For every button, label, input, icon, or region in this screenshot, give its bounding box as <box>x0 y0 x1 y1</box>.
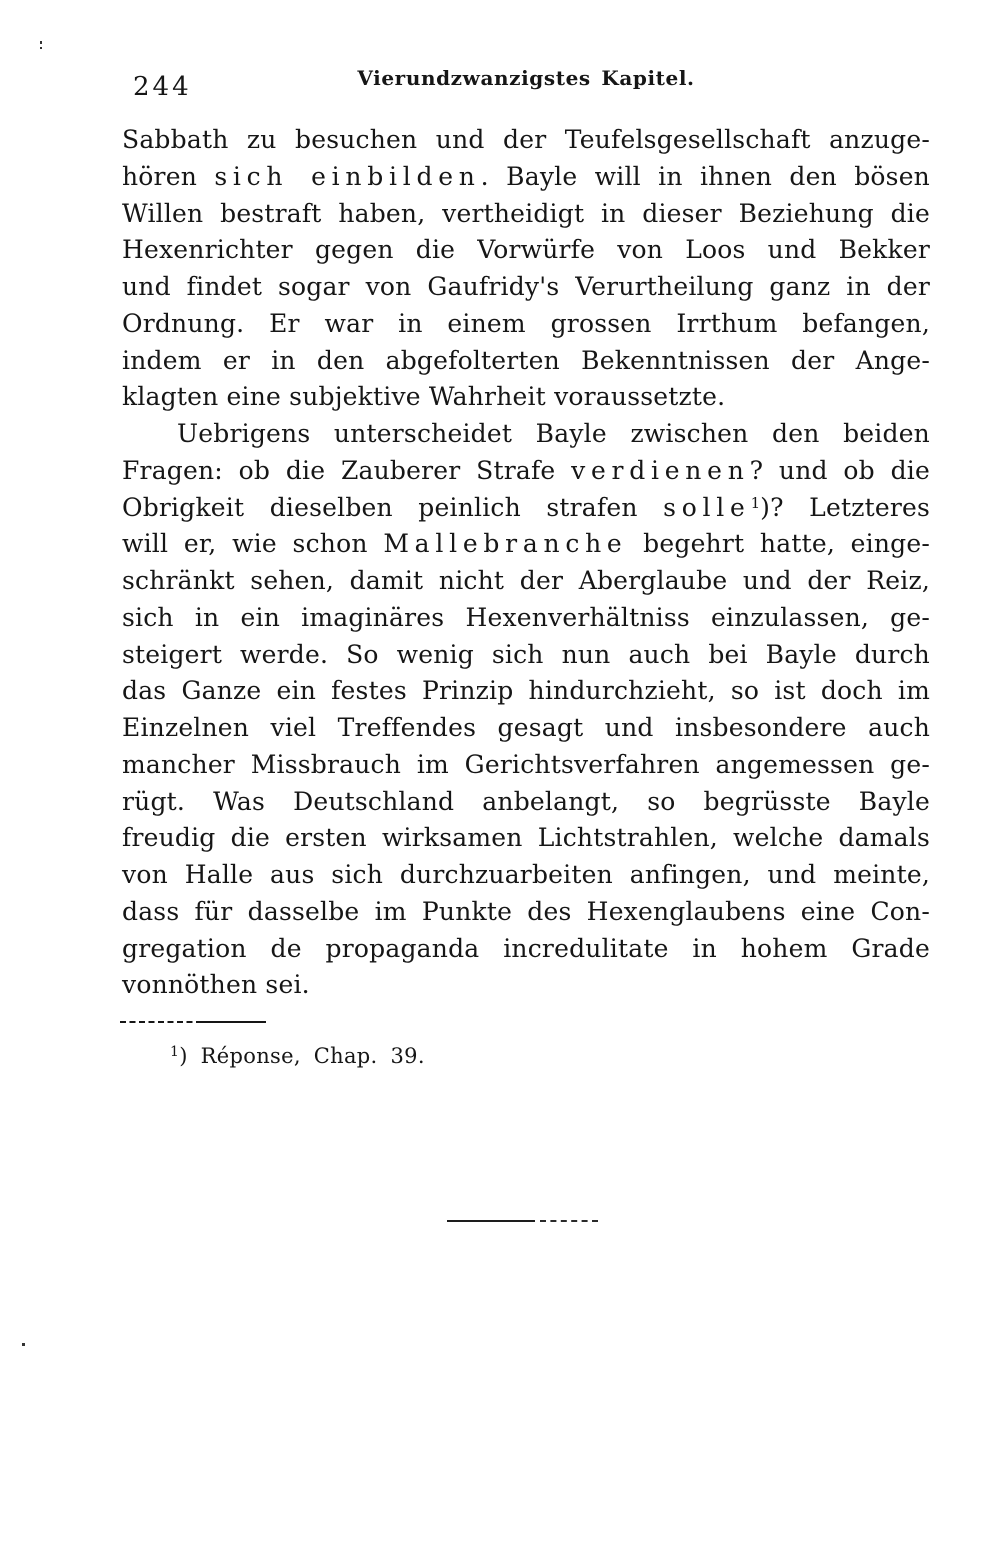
text-segment: rügt. Was Deutschland anbelangt, so begrüsste Bayle <box>122 786 930 816</box>
text-segment: steigert werde. So wenig sich nun auch bei Bayle durch <box>122 639 930 669</box>
text-line <box>122 637 930 674</box>
text-segment: indem er in den abgefolterten Bekenntnissen der Ange- <box>122 345 930 375</box>
text-segment: Willen bestraft haben, vertheidigt in dieser Beziehung die <box>122 198 930 228</box>
text-segment: sich in ein imaginäres Hexenverhältniss einzulassen, ge- <box>122 602 930 632</box>
text-line <box>122 269 930 306</box>
text-line <box>122 563 930 600</box>
footnote <box>170 1043 425 1068</box>
text-line <box>122 379 930 416</box>
text-line <box>122 122 930 159</box>
text-line <box>122 857 930 894</box>
text-line <box>122 967 930 1004</box>
scan-speck-top <box>40 47 42 49</box>
text-line <box>122 747 930 784</box>
footnote-reference: 1 <box>750 494 761 512</box>
text-line <box>122 343 930 380</box>
text-line <box>122 784 930 821</box>
letterspaced-segment: sich einbilden <box>214 161 481 191</box>
text-line <box>122 931 930 968</box>
text-segment: Einzelnen viel Treffendes gesagt und insbesondere auch <box>122 713 930 742</box>
letterspaced-segment: solle <box>663 492 751 522</box>
page-bottom-rule <box>540 1220 598 1222</box>
text-line <box>122 673 930 710</box>
text-line <box>122 820 930 857</box>
footnote-marker: 1 <box>170 1044 180 1061</box>
page-bottom-rule <box>447 1220 535 1222</box>
text-segment: schränkt sehen, damit nicht der Aberglaube und der Reiz, <box>122 566 930 595</box>
scan-speck-top <box>40 41 42 44</box>
letterspaced-segment: Mallebranche <box>383 529 628 559</box>
text-segment: Fragen: ob die Zauberer Strafe <box>122 455 572 485</box>
text-segment: )? Letzteres <box>760 492 930 522</box>
text-segment: hören <box>122 161 215 191</box>
text-segment: das Ganze ein festes Prinzip hindurchzieht, so ist doch im <box>122 676 930 706</box>
text-segment: begehrt hatte, einge- <box>627 529 930 559</box>
text-line <box>122 894 930 931</box>
body-text <box>122 122 930 1004</box>
text-segment: Sabbath zu besuchen und der Teufelsgesellschaft anzuge- <box>122 125 930 154</box>
text-segment: gregation de propaganda incredulitate in hohem Grade <box>122 933 930 963</box>
text-segment: vonnöthen sei. <box>122 970 310 1000</box>
text-segment: will er, wie schon <box>122 529 384 559</box>
text-segment: ? und ob die <box>749 455 930 485</box>
letterspaced-segment: verdienen <box>571 455 750 485</box>
text-line <box>122 600 930 637</box>
text-segment: und findet sogar von Gaufridy's Verurtheilung ganz in der <box>122 272 930 301</box>
text-line <box>122 232 930 269</box>
text-segment: freudig die ersten wirksamen Lichtstrahlen, welche damals <box>122 823 930 853</box>
text-segment: . Bayle will in ihnen den bösen <box>480 161 930 191</box>
scan-speck-bottom <box>22 1343 25 1346</box>
text-segment: Uebrigens unterscheidet Bayle zwischen den beiden <box>177 419 930 448</box>
text-segment: klagten eine subjektive Wahrheit voraussetzte. <box>122 382 726 412</box>
text-segment: mancher Missbrauch im Gerichtsverfahren angemessen ge- <box>122 749 930 779</box>
page-number: 244 <box>133 72 192 102</box>
text-line <box>122 526 930 563</box>
footnote-text: ) Réponse, Chap. 39. <box>179 1044 425 1068</box>
text-line <box>122 306 930 343</box>
text-segment: Ordnung. Er war in einem grossen Irrthum befangen, <box>122 308 930 338</box>
text-line <box>122 196 930 233</box>
chapter-heading: Vierundzwanzigstes Kapitel. <box>357 66 695 90</box>
footnote-separator-rule <box>196 1021 266 1023</box>
text-segment: Hexenrichter gegen die Vorwürfe von Loos und Bekker <box>122 235 930 265</box>
text-segment: dass für dasselbe im Punkte des Hexenglaubens eine Con- <box>122 896 930 926</box>
text-line <box>122 159 930 196</box>
footnote-separator-rule <box>120 1021 202 1023</box>
text-segment: von Halle aus sich durchzuarbeiten anfingen, und meinte, <box>122 860 930 889</box>
text-line <box>122 490 930 527</box>
text-line <box>122 710 930 747</box>
text-segment: Obrigkeit dieselben peinlich strafen <box>122 492 664 522</box>
text-line <box>122 416 930 453</box>
text-line <box>122 453 930 490</box>
